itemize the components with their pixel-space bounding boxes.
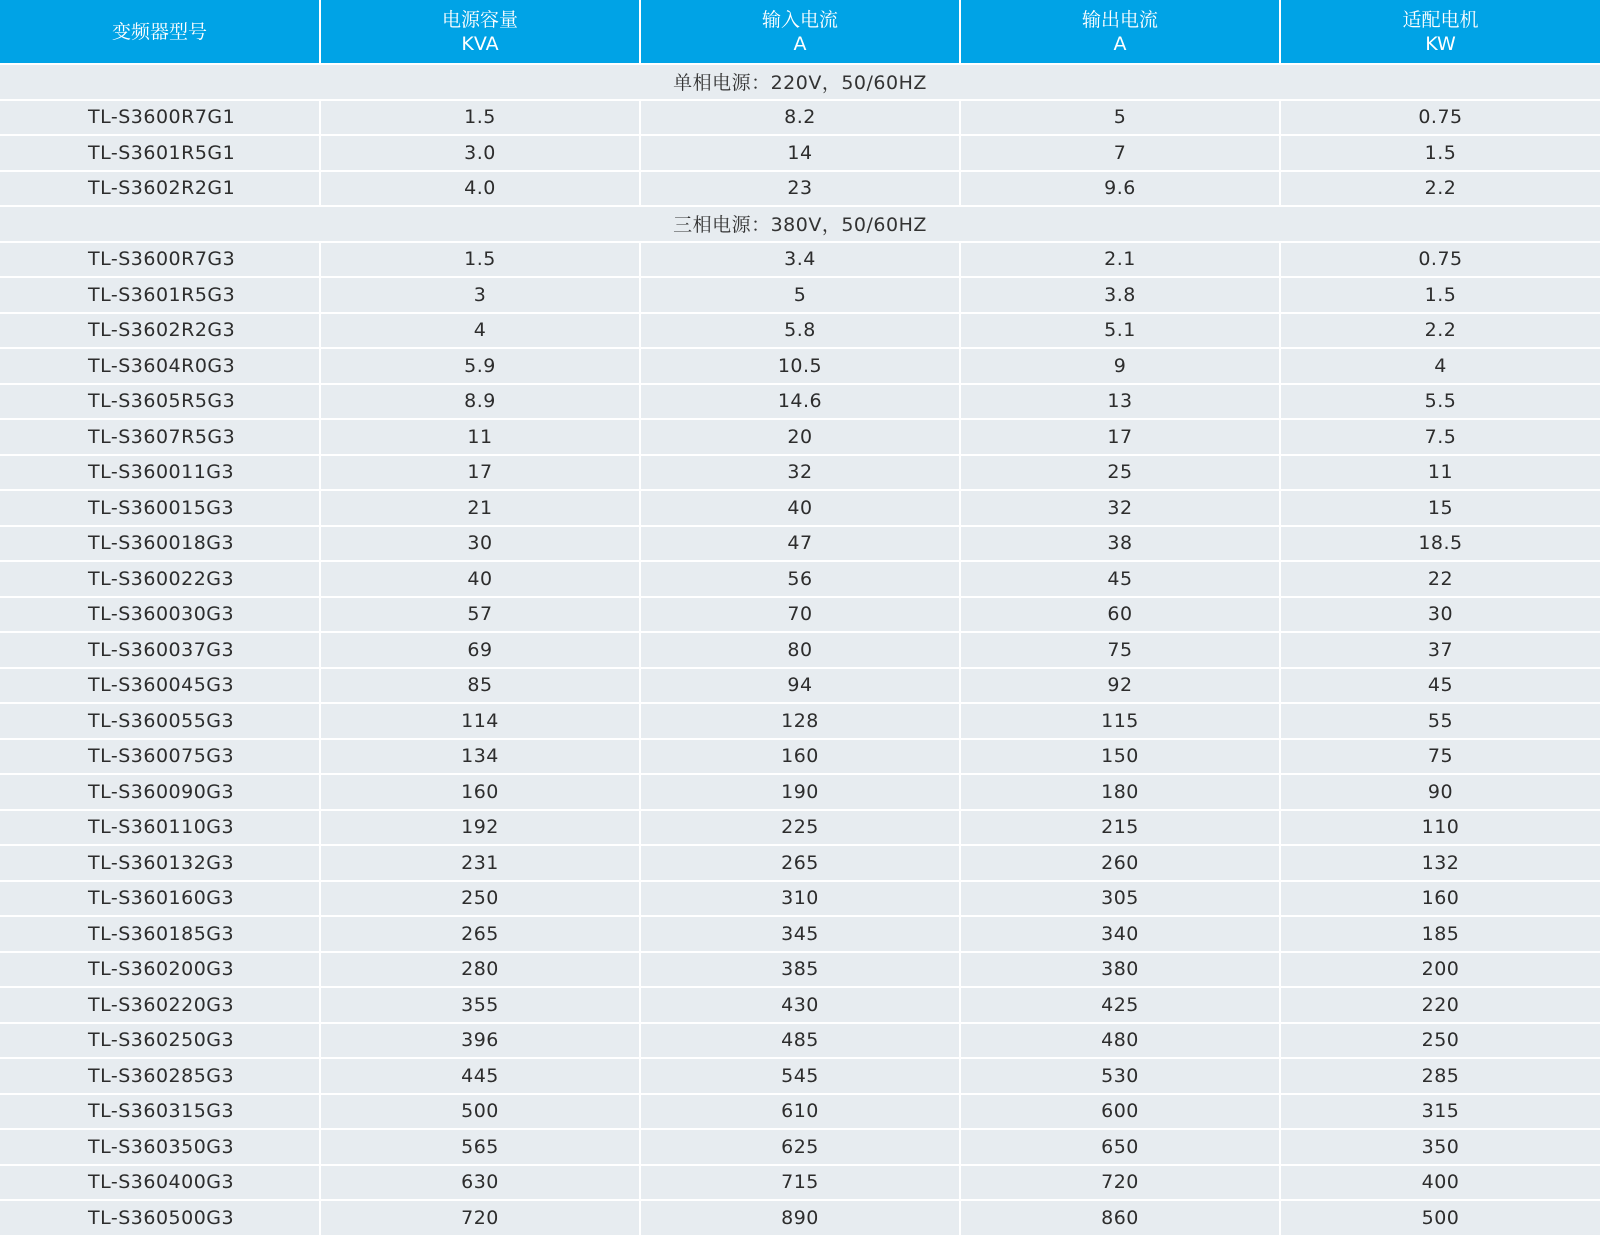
cell-motor-power: 90	[1280, 774, 1600, 810]
cell-motor-power: 285	[1280, 1058, 1600, 1094]
table-row	[0, 313, 1600, 349]
cell-motor-power: 15	[1280, 490, 1600, 526]
table-row	[0, 1094, 1600, 1130]
cell-motor-power: 18.5	[1280, 526, 1600, 562]
cell-motor-power: 200	[1280, 952, 1600, 988]
cell-model: TL-S360350G3	[0, 1129, 320, 1165]
cell-capacity: 1.5	[320, 100, 640, 136]
cell-capacity: 69	[320, 632, 640, 668]
table-row	[0, 1200, 1600, 1236]
cell-output-current: 340	[960, 916, 1280, 952]
cell-model: TL-S3604R0G3	[0, 348, 320, 384]
cell-motor-power: 30	[1280, 597, 1600, 633]
cell-input-current: 5	[640, 277, 960, 313]
table-row	[0, 703, 1600, 739]
cell-model: TL-S3605R5G3	[0, 384, 320, 420]
cell-model: TL-S360315G3	[0, 1094, 320, 1130]
table-row	[0, 561, 1600, 597]
cell-input-current: 225	[640, 810, 960, 846]
cell-capacity: 445	[320, 1058, 640, 1094]
cell-output-current: 32	[960, 490, 1280, 526]
cell-model: TL-S3602R2G3	[0, 313, 320, 349]
cell-model: TL-S360185G3	[0, 916, 320, 952]
cell-model: TL-S3602R2G1	[0, 171, 320, 207]
cell-capacity: 5.9	[320, 348, 640, 384]
header-input-current-label: 输入电流	[761, 8, 838, 31]
header-capacity	[320, 0, 640, 64]
cell-model: TL-S360250G3	[0, 1023, 320, 1059]
cell-output-current: 7	[960, 135, 1280, 171]
table-row	[0, 348, 1600, 384]
header-model	[0, 0, 320, 64]
header-output-current-label: 输出电流	[1081, 8, 1158, 31]
table-row	[0, 419, 1600, 455]
table-row	[0, 1023, 1600, 1059]
cell-model: TL-S360220G3	[0, 987, 320, 1023]
cell-capacity: 114	[320, 703, 640, 739]
cell-output-current: 480	[960, 1023, 1280, 1059]
cell-output-current: 9	[960, 348, 1280, 384]
cell-capacity: 40	[320, 561, 640, 597]
cell-motor-power: 250	[1280, 1023, 1600, 1059]
header-output-current	[960, 0, 1280, 64]
table-row	[0, 384, 1600, 420]
cell-input-current: 610	[640, 1094, 960, 1130]
table-body	[0, 64, 1600, 1236]
cell-input-current: 3.4	[640, 242, 960, 278]
cell-output-current: 180	[960, 774, 1280, 810]
cell-model: TL-S3601R5G1	[0, 135, 320, 171]
table-row	[0, 1129, 1600, 1165]
cell-motor-power: 1.5	[1280, 135, 1600, 171]
cell-input-current: 70	[640, 597, 960, 633]
cell-input-current: 94	[640, 668, 960, 704]
cell-output-current: 45	[960, 561, 1280, 597]
table-row	[0, 1165, 1600, 1201]
cell-motor-power: 400	[1280, 1165, 1600, 1201]
cell-capacity: 265	[320, 916, 640, 952]
cell-output-current: 25	[960, 455, 1280, 491]
cell-input-current: 14	[640, 135, 960, 171]
cell-model: TL-S3607R5G3	[0, 419, 320, 455]
cell-capacity: 355	[320, 987, 640, 1023]
table-header	[0, 0, 1600, 64]
cell-capacity: 4	[320, 313, 640, 349]
header-capacity-unit: KVA	[461, 32, 499, 55]
cell-capacity: 85	[320, 668, 640, 704]
header-model-label: 变频器型号	[111, 20, 207, 43]
cell-input-current: 345	[640, 916, 960, 952]
cell-input-current: 545	[640, 1058, 960, 1094]
cell-capacity: 160	[320, 774, 640, 810]
cell-model: TL-S3600R7G1	[0, 100, 320, 136]
cell-output-current: 9.6	[960, 171, 1280, 207]
cell-output-current: 2.1	[960, 242, 1280, 278]
cell-model: TL-S360500G3	[0, 1200, 320, 1236]
table-row	[0, 526, 1600, 562]
cell-input-current: 32	[640, 455, 960, 491]
table-row	[0, 881, 1600, 917]
cell-capacity: 630	[320, 1165, 640, 1201]
table-row	[0, 845, 1600, 881]
cell-motor-power: 110	[1280, 810, 1600, 846]
cell-capacity: 21	[320, 490, 640, 526]
cell-motor-power: 37	[1280, 632, 1600, 668]
cell-input-current: 14.6	[640, 384, 960, 420]
table-row	[0, 455, 1600, 491]
cell-input-current: 5.8	[640, 313, 960, 349]
table-row	[0, 668, 1600, 704]
cell-motor-power: 2.2	[1280, 171, 1600, 207]
table-row	[0, 277, 1600, 313]
cell-output-current: 5	[960, 100, 1280, 136]
cell-output-current: 150	[960, 739, 1280, 775]
cell-model: TL-S3601R5G3	[0, 277, 320, 313]
cell-motor-power: 45	[1280, 668, 1600, 704]
table-row	[0, 739, 1600, 775]
table-row	[0, 987, 1600, 1023]
cell-motor-power: 0.75	[1280, 100, 1600, 136]
table-row	[0, 810, 1600, 846]
cell-capacity: 720	[320, 1200, 640, 1236]
cell-capacity: 192	[320, 810, 640, 846]
cell-capacity: 4.0	[320, 171, 640, 207]
section-header-row	[0, 64, 1600, 100]
cell-capacity: 500	[320, 1094, 640, 1130]
cell-model: TL-S360055G3	[0, 703, 320, 739]
cell-input-current: 625	[640, 1129, 960, 1165]
cell-output-current: 720	[960, 1165, 1280, 1201]
cell-input-current: 20	[640, 419, 960, 455]
cell-model: TL-S360011G3	[0, 455, 320, 491]
cell-model: TL-S360075G3	[0, 739, 320, 775]
cell-output-current: 92	[960, 668, 1280, 704]
cell-model: TL-S360030G3	[0, 597, 320, 633]
cell-model: TL-S360018G3	[0, 526, 320, 562]
header-input-current-unit: A	[793, 32, 807, 55]
cell-model: TL-S3600R7G3	[0, 242, 320, 278]
cell-motor-power: 11	[1280, 455, 1600, 491]
cell-capacity: 280	[320, 952, 640, 988]
table-row	[0, 774, 1600, 810]
cell-model: TL-S360132G3	[0, 845, 320, 881]
cell-model: TL-S360090G3	[0, 774, 320, 810]
header-input-current	[640, 0, 960, 64]
cell-model: TL-S360037G3	[0, 632, 320, 668]
cell-model: TL-S360110G3	[0, 810, 320, 846]
cell-motor-power: 2.2	[1280, 313, 1600, 349]
cell-output-current: 380	[960, 952, 1280, 988]
cell-motor-power: 220	[1280, 987, 1600, 1023]
header-motor-label: 适配电机	[1402, 8, 1479, 31]
header-motor-unit: KW	[1425, 32, 1456, 55]
cell-motor-power: 55	[1280, 703, 1600, 739]
cell-output-current: 530	[960, 1058, 1280, 1094]
cell-motor-power: 185	[1280, 916, 1600, 952]
cell-input-current: 265	[640, 845, 960, 881]
cell-output-current: 75	[960, 632, 1280, 668]
cell-input-current: 430	[640, 987, 960, 1023]
cell-model: TL-S360160G3	[0, 881, 320, 917]
cell-motor-power: 500	[1280, 1200, 1600, 1236]
cell-output-current: 3.8	[960, 277, 1280, 313]
cell-capacity: 17	[320, 455, 640, 491]
cell-input-current: 310	[640, 881, 960, 917]
cell-output-current: 17	[960, 419, 1280, 455]
table-row	[0, 242, 1600, 278]
cell-capacity: 134	[320, 739, 640, 775]
cell-motor-power: 1.5	[1280, 277, 1600, 313]
cell-capacity: 1.5	[320, 242, 640, 278]
cell-input-current: 715	[640, 1165, 960, 1201]
cell-capacity: 3	[320, 277, 640, 313]
cell-motor-power: 160	[1280, 881, 1600, 917]
cell-input-current: 190	[640, 774, 960, 810]
table-row	[0, 135, 1600, 171]
table-row	[0, 100, 1600, 136]
cell-input-current: 160	[640, 739, 960, 775]
cell-model: TL-S360200G3	[0, 952, 320, 988]
cell-capacity: 57	[320, 597, 640, 633]
section-header-row	[0, 206, 1600, 242]
cell-model: TL-S360022G3	[0, 561, 320, 597]
cell-output-current: 115	[960, 703, 1280, 739]
cell-input-current: 8.2	[640, 100, 960, 136]
cell-input-current: 10.5	[640, 348, 960, 384]
cell-capacity: 250	[320, 881, 640, 917]
cell-output-current: 650	[960, 1129, 1280, 1165]
table-row	[0, 490, 1600, 526]
cell-capacity: 396	[320, 1023, 640, 1059]
cell-output-current: 425	[960, 987, 1280, 1023]
cell-input-current: 23	[640, 171, 960, 207]
cell-motor-power: 0.75	[1280, 242, 1600, 278]
cell-output-current: 860	[960, 1200, 1280, 1236]
cell-output-current: 13	[960, 384, 1280, 420]
cell-input-current: 56	[640, 561, 960, 597]
table-row	[0, 632, 1600, 668]
cell-model: TL-S360400G3	[0, 1165, 320, 1201]
section-title: 单相电源：220V，50/60HZ	[0, 64, 1600, 100]
cell-motor-power: 7.5	[1280, 419, 1600, 455]
cell-capacity: 231	[320, 845, 640, 881]
table-row	[0, 597, 1600, 633]
section-title: 三相电源：380V，50/60HZ	[0, 206, 1600, 242]
cell-output-current: 305	[960, 881, 1280, 917]
cell-output-current: 260	[960, 845, 1280, 881]
cell-capacity: 565	[320, 1129, 640, 1165]
cell-model: TL-S360045G3	[0, 668, 320, 704]
cell-motor-power: 132	[1280, 845, 1600, 881]
cell-motor-power: 22	[1280, 561, 1600, 597]
cell-motor-power: 350	[1280, 1129, 1600, 1165]
cell-capacity: 11	[320, 419, 640, 455]
cell-output-current: 38	[960, 526, 1280, 562]
cell-input-current: 128	[640, 703, 960, 739]
cell-input-current: 890	[640, 1200, 960, 1236]
cell-input-current: 47	[640, 526, 960, 562]
cell-motor-power: 4	[1280, 348, 1600, 384]
cell-capacity: 3.0	[320, 135, 640, 171]
table-row	[0, 952, 1600, 988]
cell-capacity: 8.9	[320, 384, 640, 420]
cell-input-current: 80	[640, 632, 960, 668]
table-row	[0, 916, 1600, 952]
cell-capacity: 30	[320, 526, 640, 562]
cell-output-current: 215	[960, 810, 1280, 846]
header-motor	[1280, 0, 1600, 64]
cell-output-current: 5.1	[960, 313, 1280, 349]
cell-output-current: 600	[960, 1094, 1280, 1130]
table-row	[0, 171, 1600, 207]
cell-motor-power: 315	[1280, 1094, 1600, 1130]
cell-motor-power: 75	[1280, 739, 1600, 775]
header-output-current-unit: A	[1113, 32, 1127, 55]
cell-model: TL-S360015G3	[0, 490, 320, 526]
cell-model: TL-S360285G3	[0, 1058, 320, 1094]
cell-output-current: 60	[960, 597, 1280, 633]
header-capacity-label: 电源容量	[441, 8, 518, 31]
cell-input-current: 385	[640, 952, 960, 988]
header-row	[0, 0, 1600, 64]
cell-input-current: 40	[640, 490, 960, 526]
cell-motor-power: 5.5	[1280, 384, 1600, 420]
table-row	[0, 1058, 1600, 1094]
cell-input-current: 485	[640, 1023, 960, 1059]
